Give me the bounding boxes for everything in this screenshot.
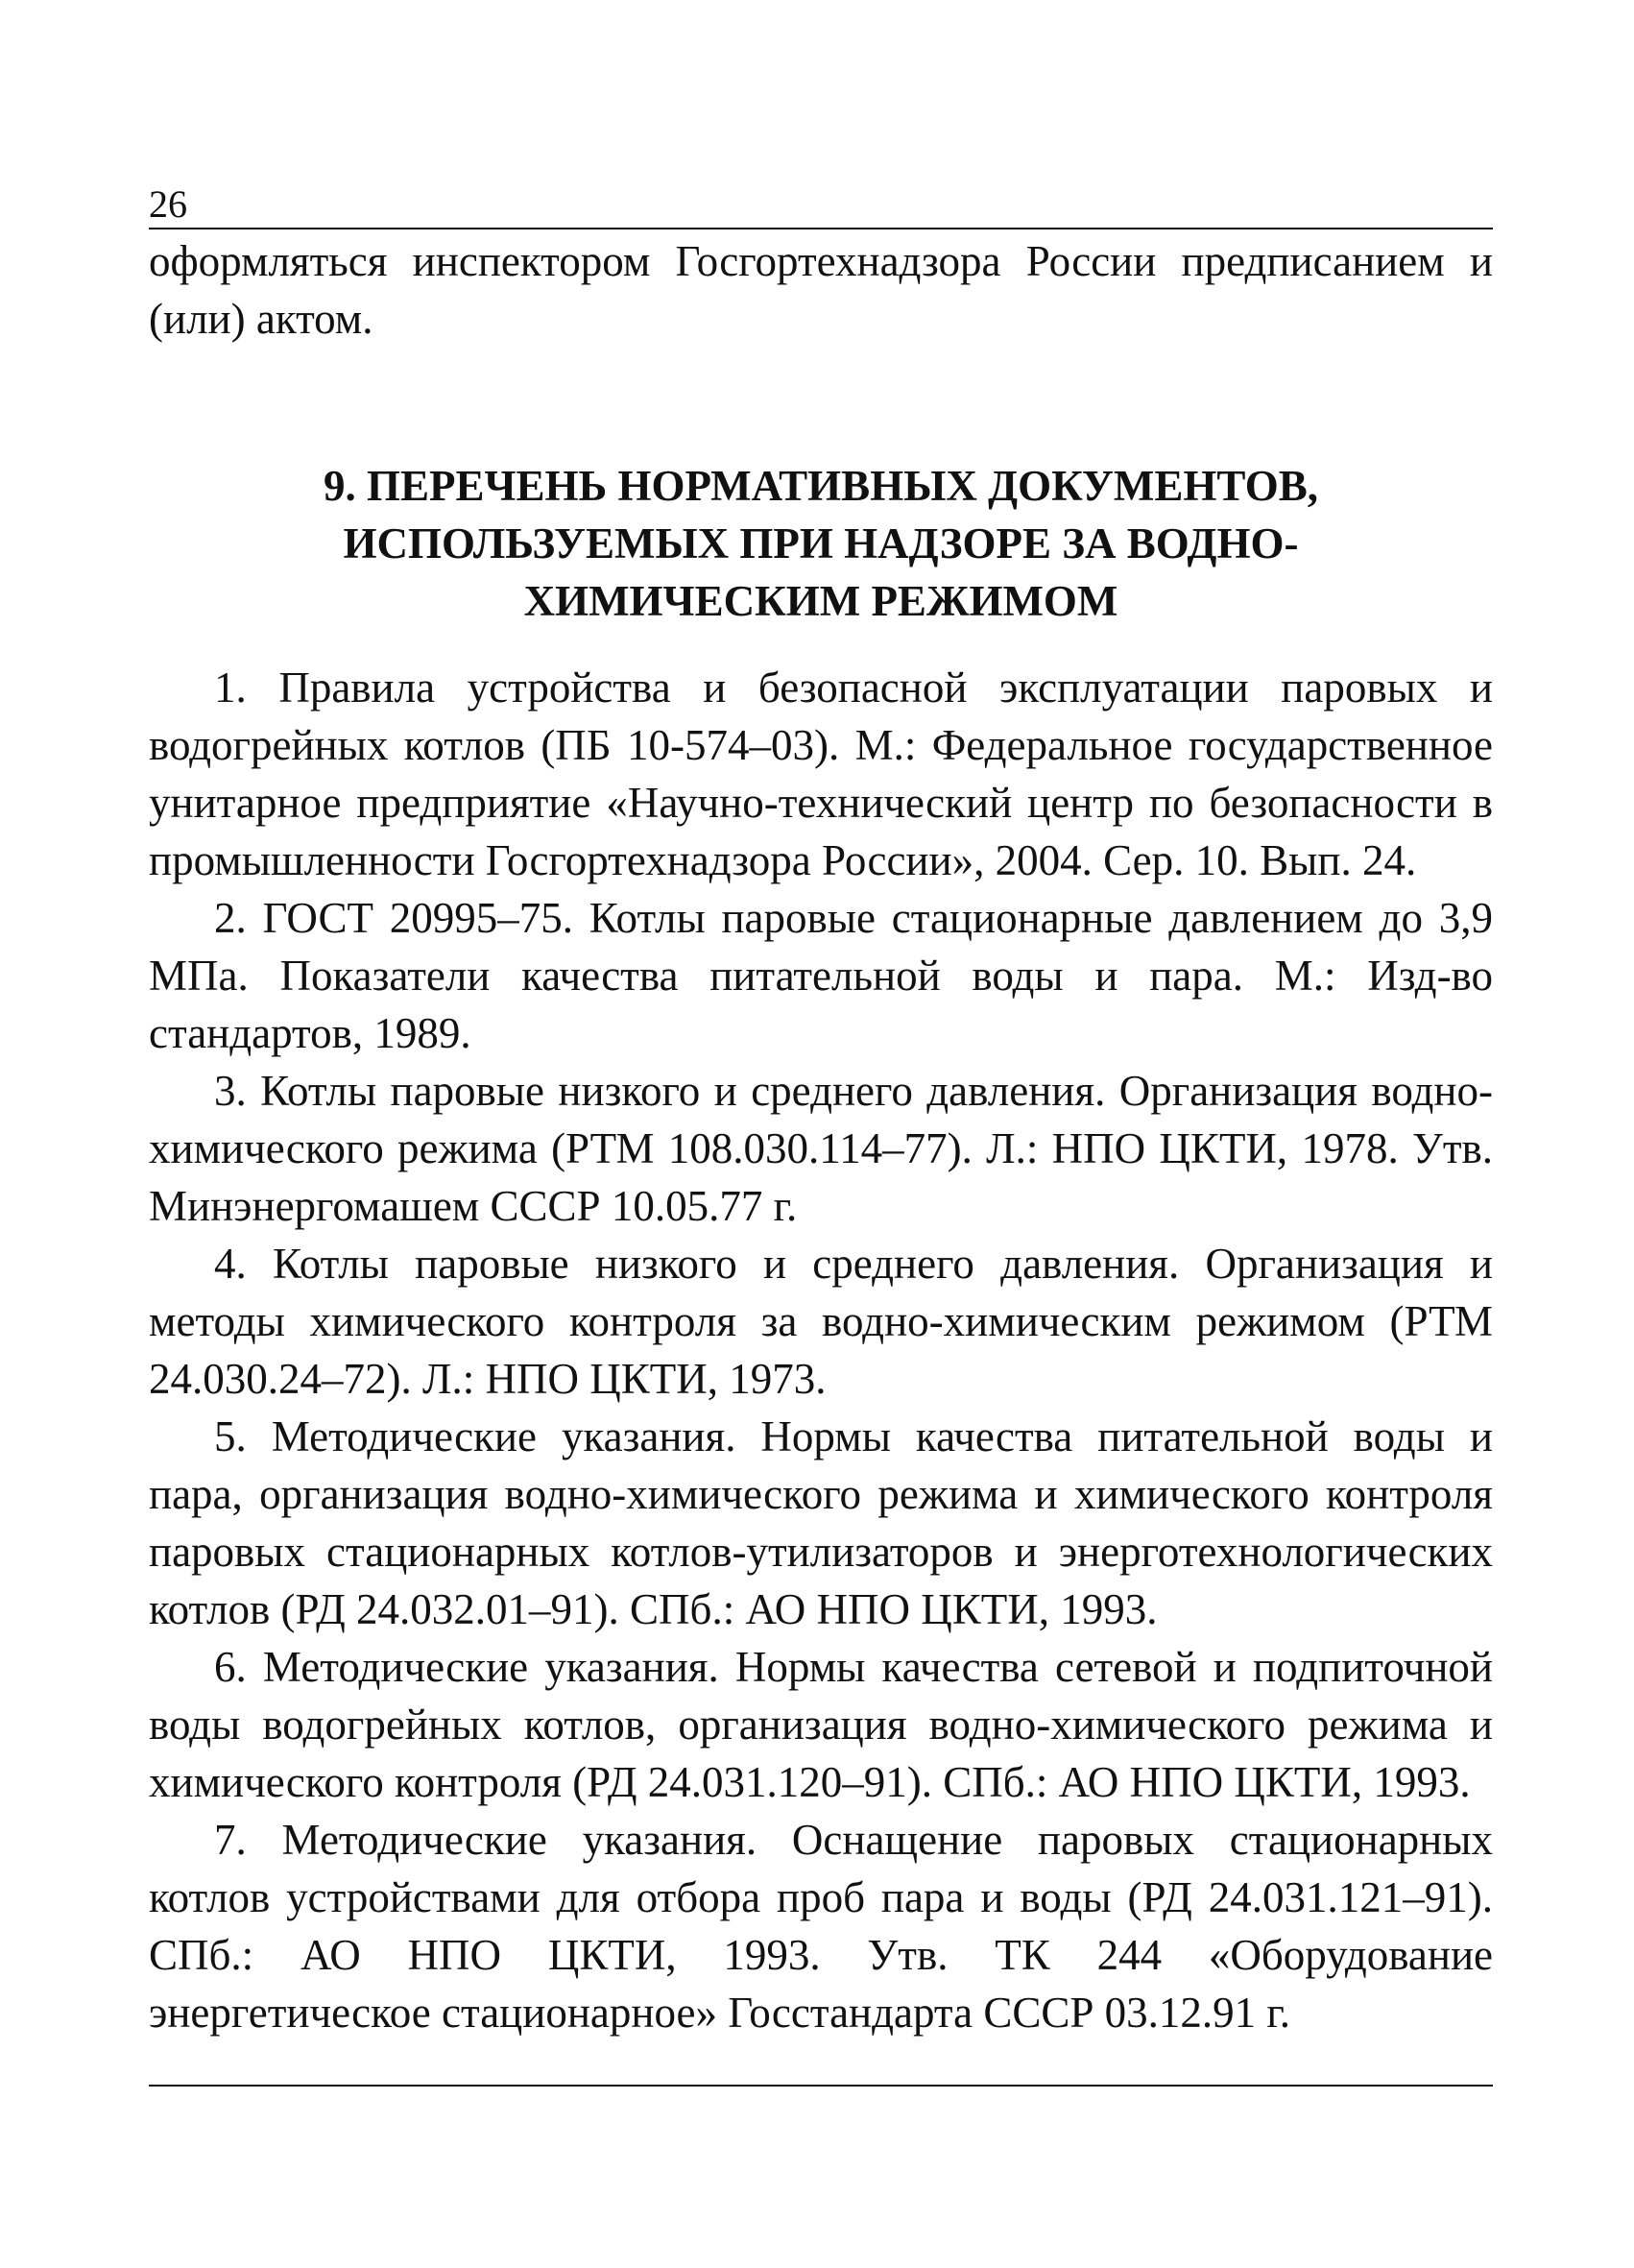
section-heading-line: ХИМИЧЕСКИМ РЕЖИМОМ — [523, 577, 1118, 625]
list-item: 4. Котлы паровые низкого и среднего давления. Организация и методы химического контроля за водно-химическим режимом (РТМ 24.030.24–72). Л.: НПО ЦКТИ, 1973. — [149, 1240, 1493, 1403]
list-item: 2. ГОСТ 20995–75. Котлы паровые стационарные давлением до 3,9 МПа. Показатели качества питательной воды и пара. М.: Изд-во стандартов, 1989. — [149, 894, 1493, 1057]
continuation-paragraph: оформляться инспектором Госгортехнадзора России предписанием и (или) актом. — [149, 237, 1493, 343]
list-item: 7. Методические указания. Оснащение паровых стационарных котлов устройствами для отбора проб пара и воды (РД 24.031.121–91). СПб.: АО НПО ЦКТИ, 1993. Утв. ТК 244 «Оборудование энергетическое стационарное» Госстандарта СССР 03.12.91 г. — [149, 1816, 1493, 2037]
list-item: 1. Правила устройства и безопасной эксплуатации паровых и водогрейных котлов (ПБ 10-574–03). М.: Федеральное государственное унитарное предприятие «Научно-технический центр по безопасности в промышленности Госгортехнадзора России», 2004. Сер. 10. Вып. 24. — [149, 664, 1493, 884]
section-heading-line: ИСПОЛЬЗУЕМЫХ ПРИ НАДЗОРЕ ЗА ВОДНО- — [343, 519, 1299, 567]
header-rule — [149, 228, 1493, 229]
page-number: 26 — [149, 182, 187, 226]
section-heading-line: 9. ПЕРЕЧЕНЬ НОРМАТИВНЫХ ДОКУМЕНТОВ, — [323, 462, 1319, 510]
footer-rule — [149, 2085, 1493, 2087]
list-item: 6. Методические указания. Нормы качества сетевой и подпиточной воды водогрейных котлов, организация водно-химического режима и химического контроля (РД 24.031.120–91). СПб.: АО НПО ЦКТИ, 1993. — [149, 1643, 1493, 1806]
body-text — [149, 232, 1493, 2041]
document-list — [149, 659, 1493, 2041]
list-item: 5. Методические указания. Нормы качества питательной воды и пара, организация водно-химического режима и химического контроля паровых стационарных котлов-утилизаторов и энерготехнологических котлов (РД 24.032.01–91). СПб.: АО НПО ЦКТИ, 1993. — [149, 1412, 1493, 1633]
list-item: 3. Котлы паровые низкого и среднего давления. Организация водно-химического режима (РТМ 108.030.114–77). Л.: НПО ЦКТИ, 1978. Утв. Минэнергомашем СССР 10.05.77 г. — [149, 1067, 1493, 1230]
document-page — [149, 182, 1493, 2041]
running-head — [149, 182, 1493, 232]
section-heading — [149, 457, 1493, 630]
